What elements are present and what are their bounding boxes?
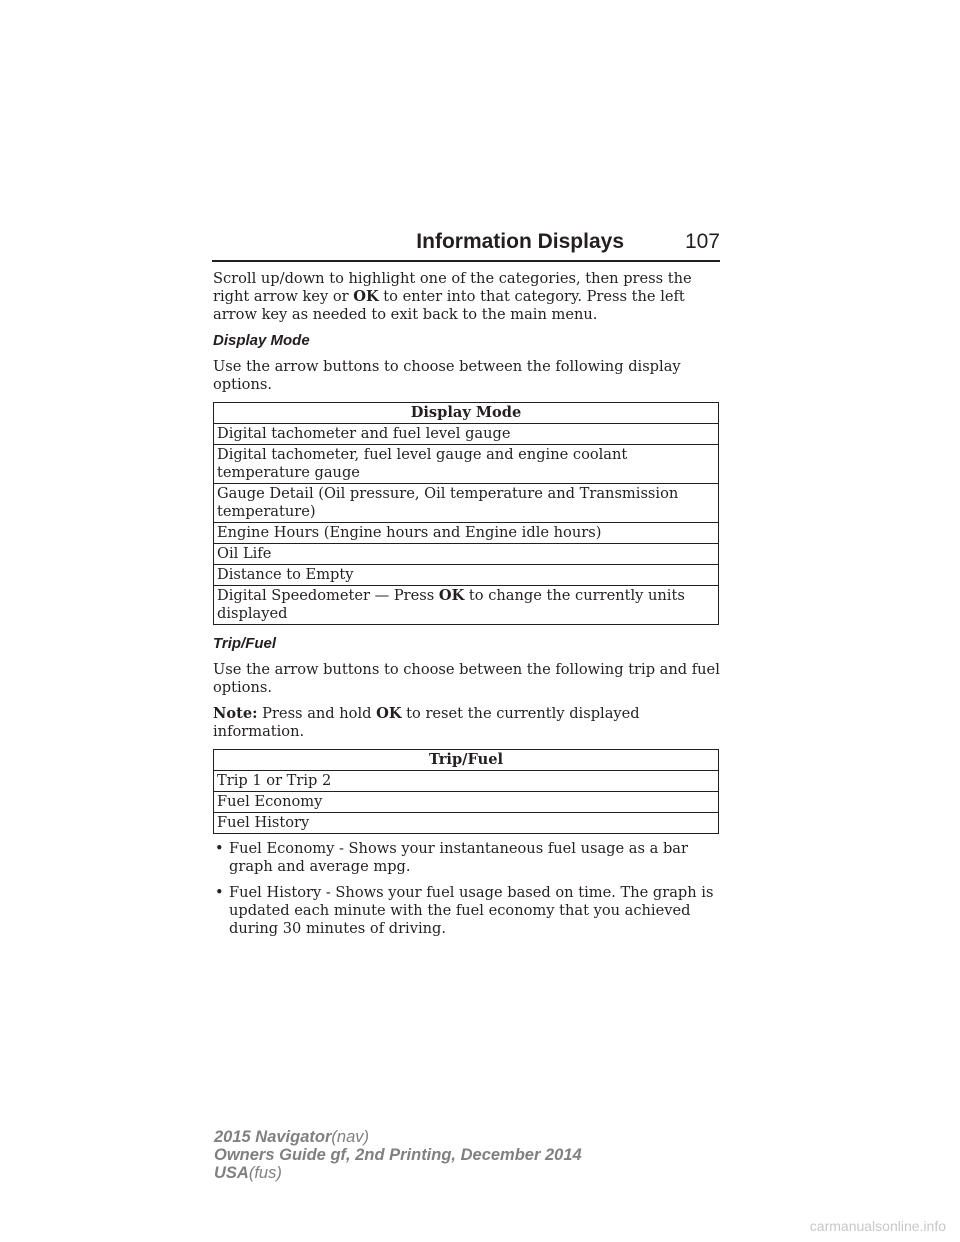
table-row [214, 445, 719, 484]
footer-guide-line: Owners Guide gf, 2nd Printing, December 2014 [214, 1146, 582, 1164]
table-row [214, 424, 719, 445]
footer-model: 2015 Navigator [214, 1128, 332, 1146]
table-row [214, 484, 719, 523]
table-row [214, 813, 719, 834]
footer-region-code: (fus) [248, 1164, 282, 1182]
intro-text: Scroll up/down to highlight one of the categories, then press the right arrow key or [213, 270, 692, 305]
table-row [214, 792, 719, 813]
trip-fuel-description: Use the arrow buttons to choose between the following trip and fuel options. [213, 661, 720, 696]
footer-model-code: (nav) [331, 1128, 369, 1146]
ok-keyword: OK [376, 705, 402, 722]
cell-text: Digital Speedometer — Press [217, 587, 439, 604]
table-cell: Oil Life [214, 544, 719, 565]
note-text-end: to reset the currently displayed information. [213, 705, 640, 740]
table-cell: Engine Hours (Engine hours and Engine idle hours) [214, 523, 719, 544]
page-content [213, 270, 721, 946]
display-mode-description: Use the arrow buttons to choose between the following display options. [213, 358, 681, 393]
table-cell: Trip 1 or Trip 2 [214, 771, 719, 792]
table-row [214, 544, 719, 565]
table-row [214, 586, 719, 625]
table-header: Trip/Fuel [214, 750, 719, 771]
table-cell: Fuel Economy [214, 792, 719, 813]
footer-model-line [214, 1128, 582, 1146]
bullet-list [213, 840, 721, 938]
section-title: Information Displays [416, 230, 624, 253]
table-cell: Distance to Empty [214, 565, 719, 586]
table-row [214, 565, 719, 586]
table-cell: Gauge Detail (Oil pressure, Oil temperature and Transmission temperature) [214, 484, 719, 523]
intro-paragraph [213, 270, 721, 324]
footer-region-line [214, 1164, 582, 1182]
list-item: • Fuel Economy - Shows your instantaneous fuel usage as a bar graph and average mpg. [213, 840, 721, 876]
cell-text-end: to change the currently units displayed [217, 587, 685, 622]
page-number: 107 [684, 230, 720, 253]
table-cell: Digital tachometer, fuel level gauge and engine coolant temperature gauge [214, 445, 719, 484]
ok-keyword: OK [353, 288, 379, 305]
list-item: • Fuel History - Shows your fuel usage based on time. The graph is updated each minute with the fuel economy that you achieved during 30 minutes of driving. [213, 884, 721, 938]
table-cell: Digital tachometer and fuel level gauge [214, 424, 719, 445]
ok-keyword: OK [438, 587, 465, 604]
table-cell [214, 586, 719, 625]
intro-text-end: to enter into that category. Press the left arrow key as needed to exit back to the main menu. [213, 288, 685, 323]
page-footer [214, 1128, 582, 1182]
note-paragraph [213, 705, 721, 741]
trip-fuel-table [213, 749, 719, 834]
footer-region: USA [214, 1164, 249, 1182]
note-label: Note: [213, 705, 258, 722]
table-row [214, 771, 719, 792]
page-header [212, 228, 720, 262]
table-header: Display Mode [214, 403, 719, 424]
display-mode-table [213, 402, 719, 625]
table-cell: Fuel History [214, 813, 719, 834]
trip-fuel-heading: Trip/Fuel [213, 635, 277, 652]
note-text: Press and hold [257, 705, 377, 722]
display-mode-heading: Display Mode [213, 332, 310, 349]
table-row [214, 523, 719, 544]
watermark: carmanualsonline.info [809, 1218, 946, 1234]
